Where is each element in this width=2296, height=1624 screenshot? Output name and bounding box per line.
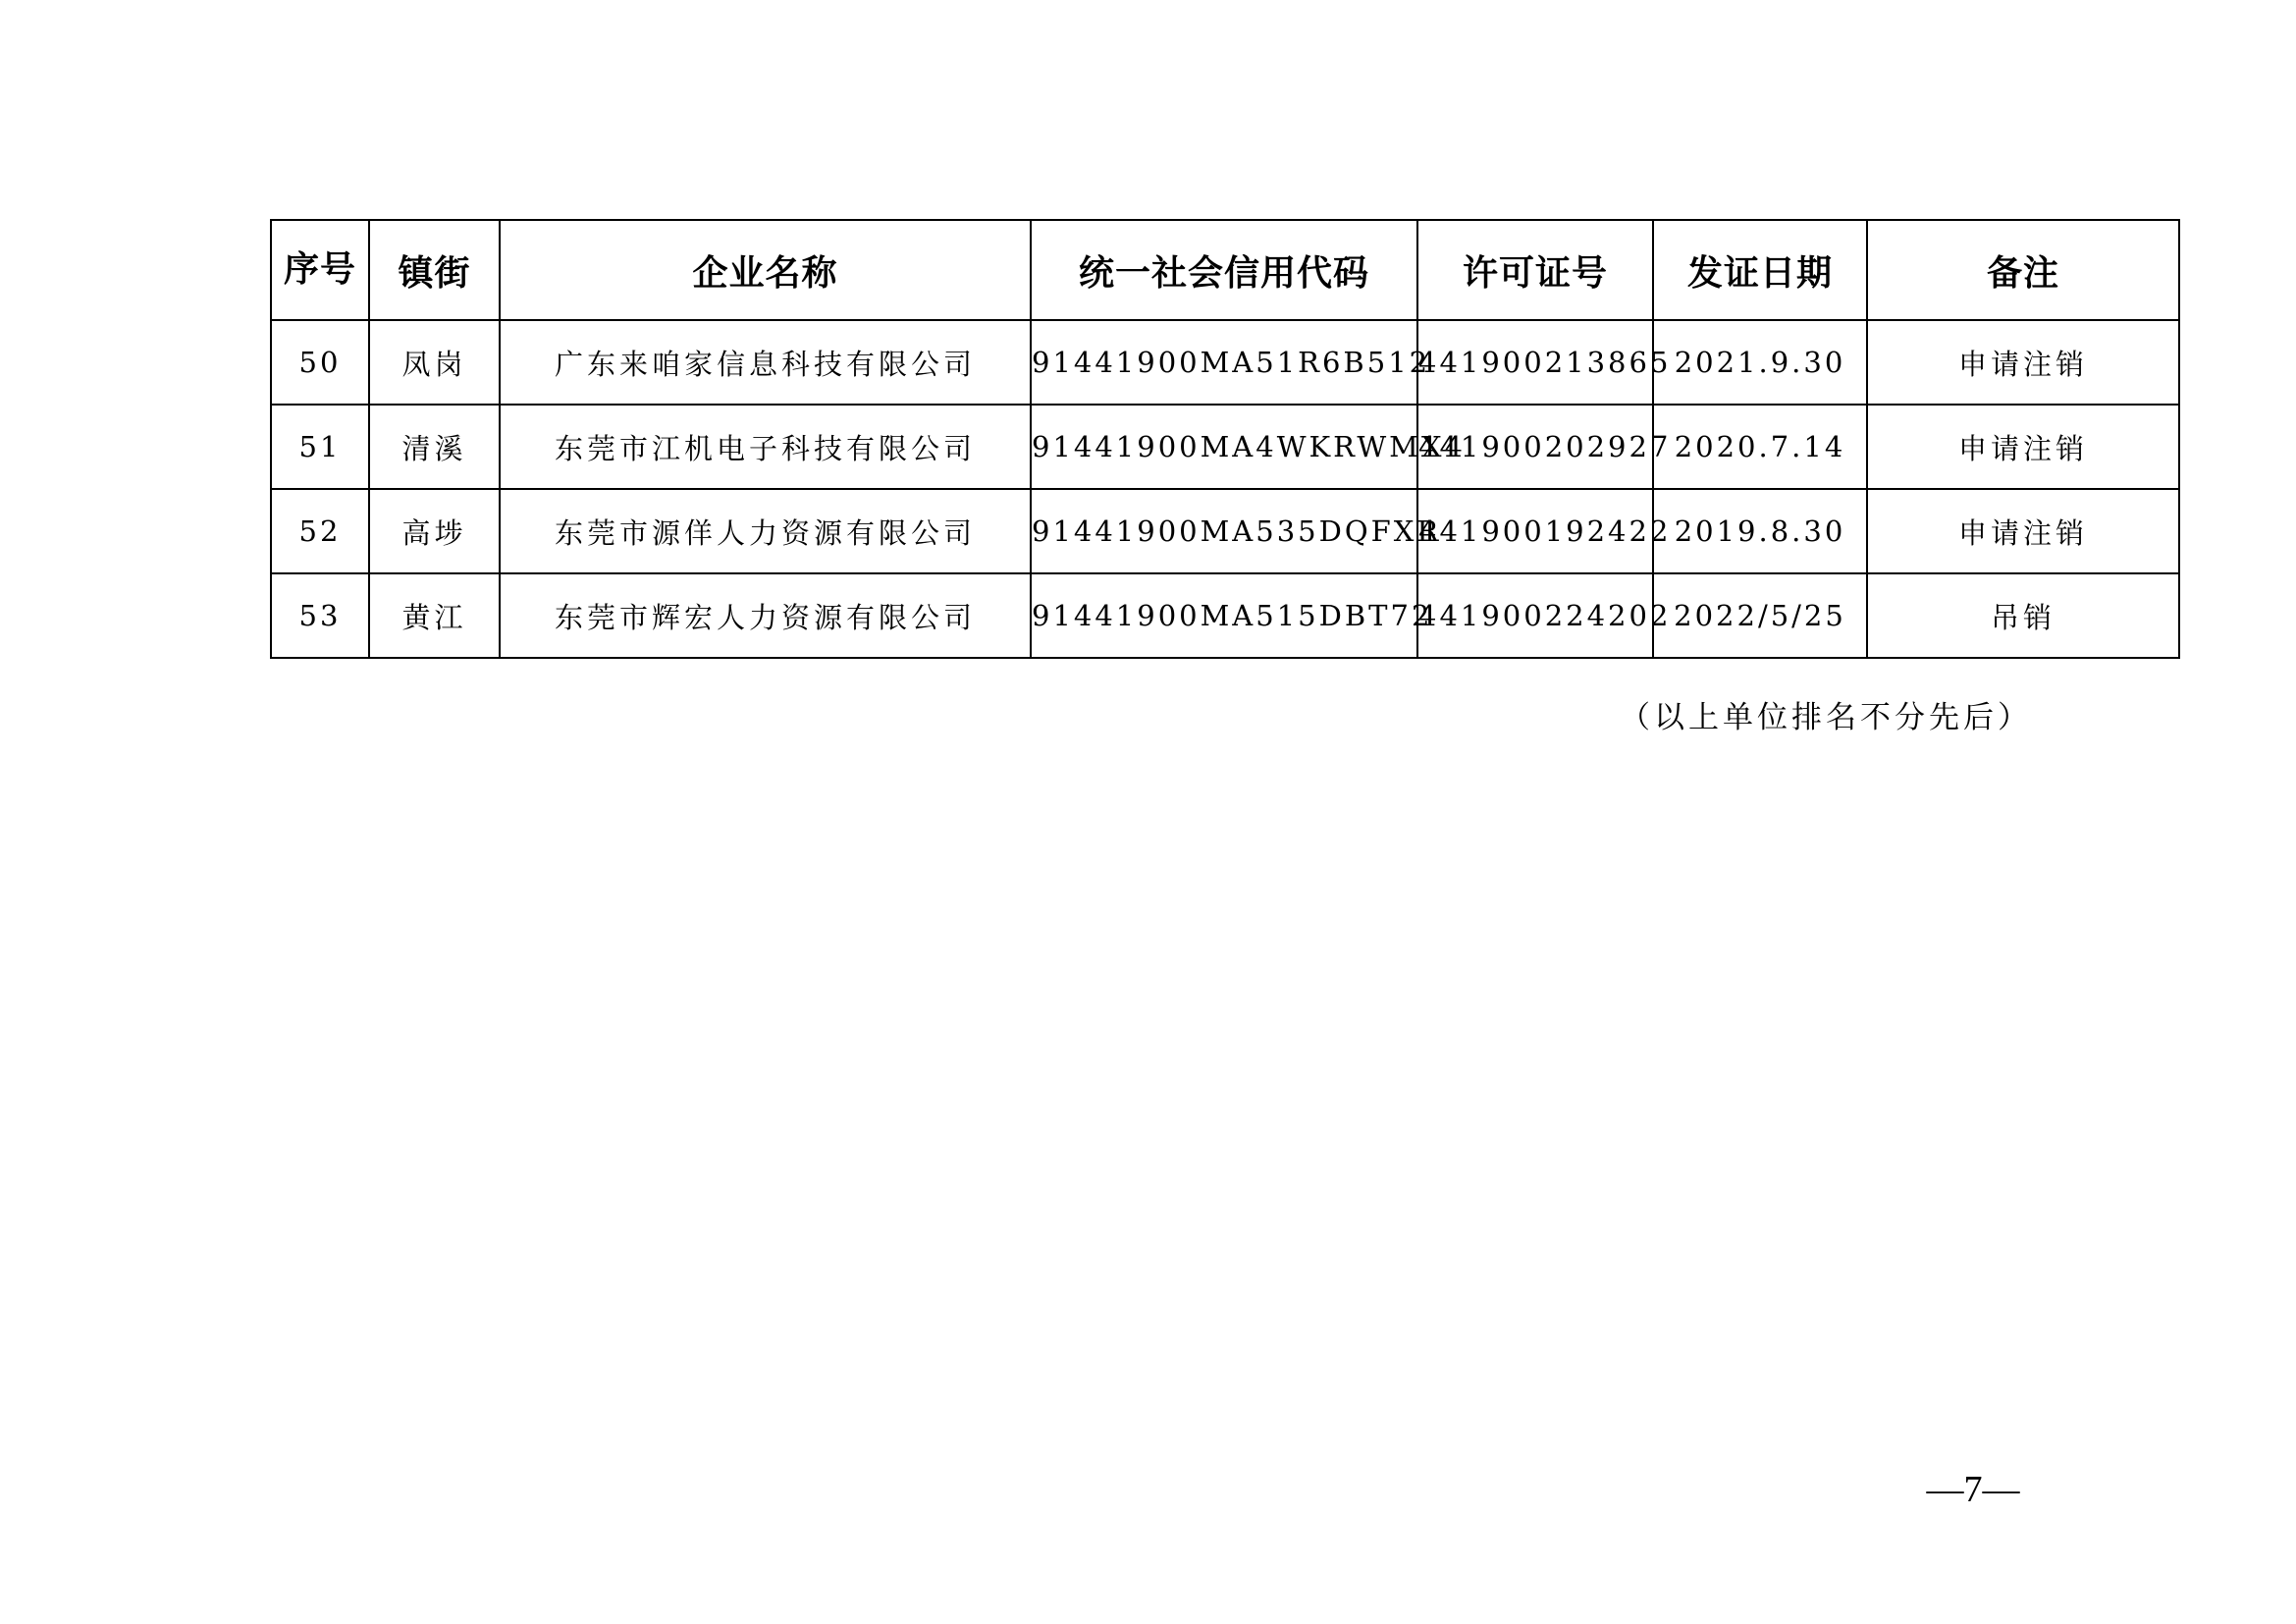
enterprise-table [270,219,2180,659]
cell-credit-code: 91441900MA535DQFXR [1031,489,1417,573]
cell-company-name: 东莞市源佯人力资源有限公司 [500,489,1031,573]
cell-company-name: 广东来咱家信息科技有限公司 [500,320,1031,405]
cell-town: 黄江 [369,573,500,658]
header-town: 镇街 [369,220,500,320]
ranking-footnote: （以上单位排名不分先后） [1620,700,2032,735]
header-credit-code: 统一社会信用代码 [1031,220,1417,320]
table-header [271,220,2179,320]
header-row [271,220,2179,320]
cell-company-name: 东莞市江机电子科技有限公司 [500,405,1031,489]
cell-town: 凤岗 [369,320,500,405]
cell-issue-date: 2019.8.30 [1653,489,1867,573]
cell-credit-code: 91441900MA4WKRWMX4 [1031,405,1417,489]
cell-license-no: 441900224202 [1417,573,1653,658]
cell-seq: 52 [271,489,369,573]
cell-remark: 吊销 [1867,573,2179,658]
cell-seq: 51 [271,405,369,489]
cell-seq: 50 [271,320,369,405]
header-remark: 备注 [1867,220,2179,320]
cell-license-no: 441900202927 [1417,405,1653,489]
table-row [271,573,2179,658]
cell-seq: 53 [271,573,369,658]
header-license-no: 许可证号 [1417,220,1653,320]
header-issue-date: 发证日期 [1653,220,1867,320]
cell-license-no: 441900192422 [1417,489,1653,573]
table-row [271,489,2179,573]
cell-remark: 申请注销 [1867,489,2179,573]
cell-remark: 申请注销 [1867,320,2179,405]
table-body [271,320,2179,658]
table-row [271,405,2179,489]
header-seq: 序号 [271,220,369,320]
cell-remark: 申请注销 [1867,405,2179,489]
cell-credit-code: 91441900MA51R6B512 [1031,320,1417,405]
cell-issue-date: 2022/5/25 [1653,573,1867,658]
page-number: —7— [1926,1469,2020,1510]
cell-company-name: 东莞市辉宏人力资源有限公司 [500,573,1031,658]
cell-issue-date: 2020.7.14 [1653,405,1867,489]
cell-issue-date: 2021.9.30 [1653,320,1867,405]
table-row [271,320,2179,405]
cell-credit-code: 91441900MA515DBT72 [1031,573,1417,658]
cell-town: 高埗 [369,489,500,573]
header-company-name: 企业名称 [500,220,1031,320]
cell-town: 清溪 [369,405,500,489]
cell-license-no: 441900213865 [1417,320,1653,405]
